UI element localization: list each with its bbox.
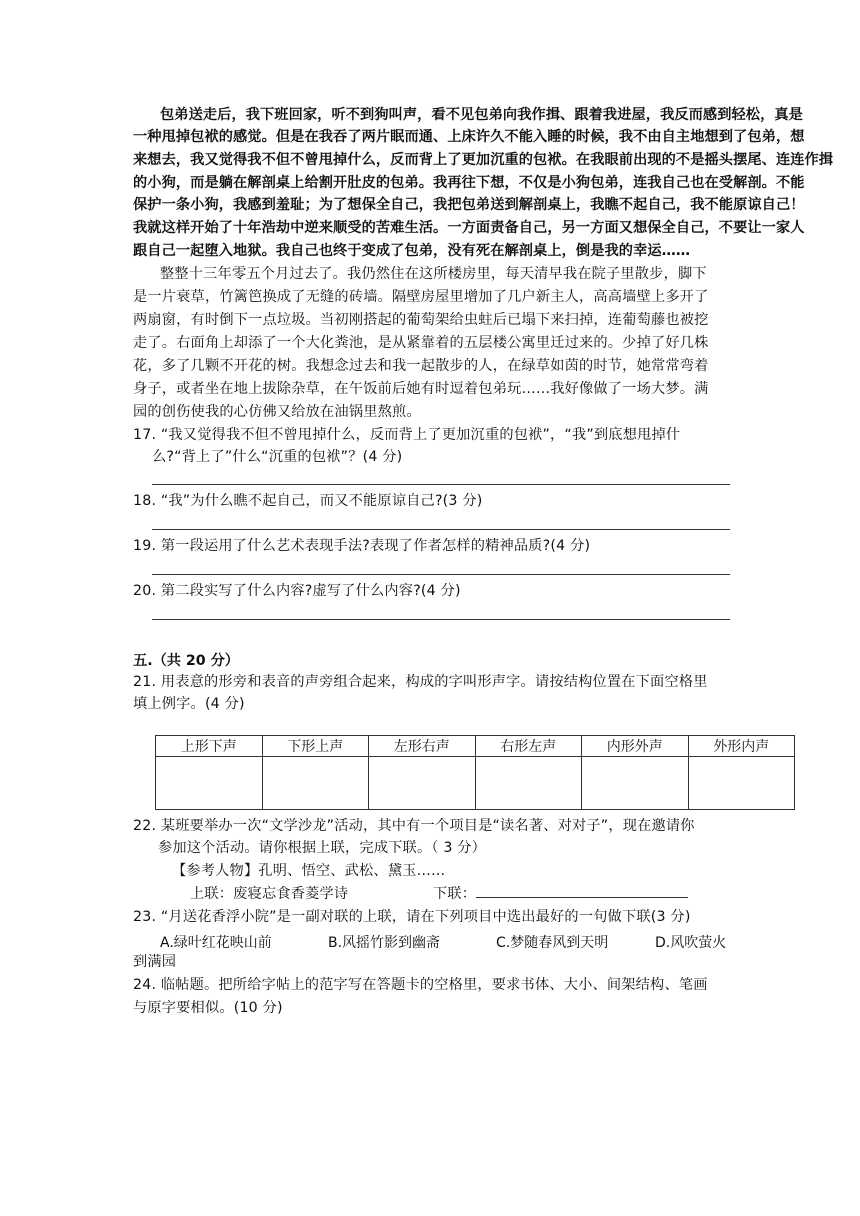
passage-para1-line-3: 来想去，我又觉得我不但不曾甩掉什么，反而背上了更加沉重的包袱。在我眼前出现的不是摇头摆尾、连连作揖	[133, 152, 834, 168]
table-answer-cell[interactable]	[262, 757, 369, 810]
passage-para2-line-3: 两扇窗，有时倒下一点垃圾。当初刚搭起的葡萄架给虫蛀后已塌下来扫掉，连葡萄藤也被挖	[133, 312, 709, 328]
table-header-cell: 左形右声	[369, 736, 476, 757]
question-17-line-1: 17. “我又觉得我不但不曾甩掉什么，反而背上了更加沉重的包袱”，“我”到底想甩掉什	[133, 427, 681, 443]
answer-line-20[interactable]	[152, 619, 730, 620]
question-22-lower-couplet	[433, 883, 688, 906]
passage-para1-line-4: 的小狗，而是躺在解剖桌上给割开肚皮的包弟。我再往下想，不仅是小狗包弟，连我自己也在受解剖。不能	[133, 175, 805, 191]
passage-para2-line-6: 身子，或者坐在地上拔除杂草，在午饭前后她有时逗着包弟玩……我好像做了一场大梦。满	[133, 381, 709, 397]
table-answer-cell[interactable]	[688, 757, 795, 810]
lower-couplet-label: 下联：	[433, 886, 477, 902]
table-header-cell: 外形内声	[688, 736, 795, 757]
passage-para1-line-6: 我就这样开始了十年浩劫中逆来顺受的苦难生活。一方面责备自己，另一方面又想保全自己，不要让一家人	[133, 220, 805, 236]
question-24-line-2: 与原字要相似。(10 分)	[133, 1000, 283, 1016]
passage-para2-line-2: 是一片衰草，竹篱笆换成了无缝的砖墙。隔壁房屋里增加了几户新主人，高高墙壁上多开了	[133, 289, 709, 305]
answer-line-17[interactable]	[152, 484, 730, 485]
question-22-line-2: 参加这个活动。请你根据上联，完成下联。（ 3 分）	[158, 840, 487, 856]
table-answer-cell[interactable]	[475, 757, 582, 810]
table-header-cell: 上形下声	[156, 736, 263, 757]
question-20: 20. 第二段实写了什么内容?虚写了什么内容?(4 分)	[133, 583, 461, 599]
passage-para2-line-4: 走了。右面角上却添了一个大化粪池，是从紧靠着的五层楼公寓里迁过来的。少掉了好几株	[133, 335, 709, 351]
question-24-line-1: 24. 临帖题。把所给字帖上的范字写在答题卡的空格里，要求书体、大小、间架结构、笔画	[133, 977, 708, 993]
question-22-reference: 【参考人物】孔明、悟空、武松、黛玉……	[172, 863, 446, 879]
passage-para1-line-1: 包弟送走后，我下班回家，听不到狗叫声，看不见包弟向我作揖、跟着我进屋，我反而感到轻松，真是	[160, 107, 803, 123]
question-23-option-b[interactable]: B.风摇竹影到幽斋	[328, 935, 441, 951]
passage-para2-line-7: 园的创伤使我的心仿佛又给放在油锅里熬煎。	[133, 404, 421, 420]
passage-para2-line-5: 花，多了几颗不开花的树。我想念过去和我一起散步的人，在绿草如茵的时节，她常常弯着	[133, 358, 709, 374]
table-header-cell: 内形外声	[582, 736, 689, 757]
question-23-option-c[interactable]: C.梦随春风到天明	[496, 935, 609, 951]
table-answer-cell[interactable]	[582, 757, 689, 810]
table-answer-cell[interactable]	[369, 757, 476, 810]
question-21-line-2: 填上例字。(4 分)	[133, 696, 245, 712]
passage-para1-line-7: 跟自己一起堕入地狱。我自己也终于变成了包弟，没有死在解剖桌上，倒是我的幸运……	[133, 243, 691, 259]
question-22-upper-couplet: 上联：废寝忘食香菱学诗	[190, 886, 349, 902]
question-22-line-1: 22. 某班要举办一次“文学沙龙”活动，其中有一个项目是“读名著、对对子”，现在邀请你	[133, 818, 695, 834]
question-23: 23. “月送花香浮小院”是一副对联的上联，请在下列项目中选出最好的一句做下联(3 分)	[133, 909, 691, 925]
table-header-cell: 右形左声	[475, 736, 582, 757]
answer-line-19[interactable]	[152, 574, 730, 575]
passage-para1-line-5: 保护一条小狗，我感到羞耻；为了想保全自己，我把包弟送到解剖桌上，我瞧不起自己，我不能原谅自己！	[133, 197, 805, 213]
question-18: 18. “我”为什么瞧不起自己，而又不能原谅自己?(3 分)	[133, 493, 483, 509]
character-structure-table	[155, 735, 795, 810]
table-answer-cell[interactable]	[156, 757, 263, 810]
answer-line-18[interactable]	[152, 529, 730, 530]
passage-para1-line-2: 一种甩掉包袱的感觉。但是在我吞了两片眠而通、上床许久不能入睡的时候，我不由自主地想到了包弟，想	[133, 129, 805, 145]
question-23-option-a[interactable]: A.绿叶红花映山前	[160, 935, 272, 951]
question-17-line-2: 么?“背上了”什么“沉重的包袱”？(4 分)	[152, 449, 403, 465]
lower-couplet-blank[interactable]	[476, 883, 688, 898]
question-21-line-1: 21. 用表意的形旁和表音的声旁组合起来，构成的字叫形声字。请按结构位置在下面空格里	[133, 674, 708, 690]
question-19: 19. 第一段运用了什么艺术表现手法?表现了作者怎样的精神品质?(4 分)	[133, 538, 591, 554]
question-23-option-d-wrap: 到满园	[133, 954, 177, 970]
section-5-heading: 五.（共 20 分）	[133, 653, 239, 669]
question-23-option-d[interactable]: D.风吹萤火	[655, 935, 727, 951]
passage-para2-line-1: 整整十三年零五个月过去了。我仍然住在这所楼房里，每天清早我在院子里散步，脚下	[160, 266, 707, 282]
table-header-cell: 下形上声	[262, 736, 369, 757]
